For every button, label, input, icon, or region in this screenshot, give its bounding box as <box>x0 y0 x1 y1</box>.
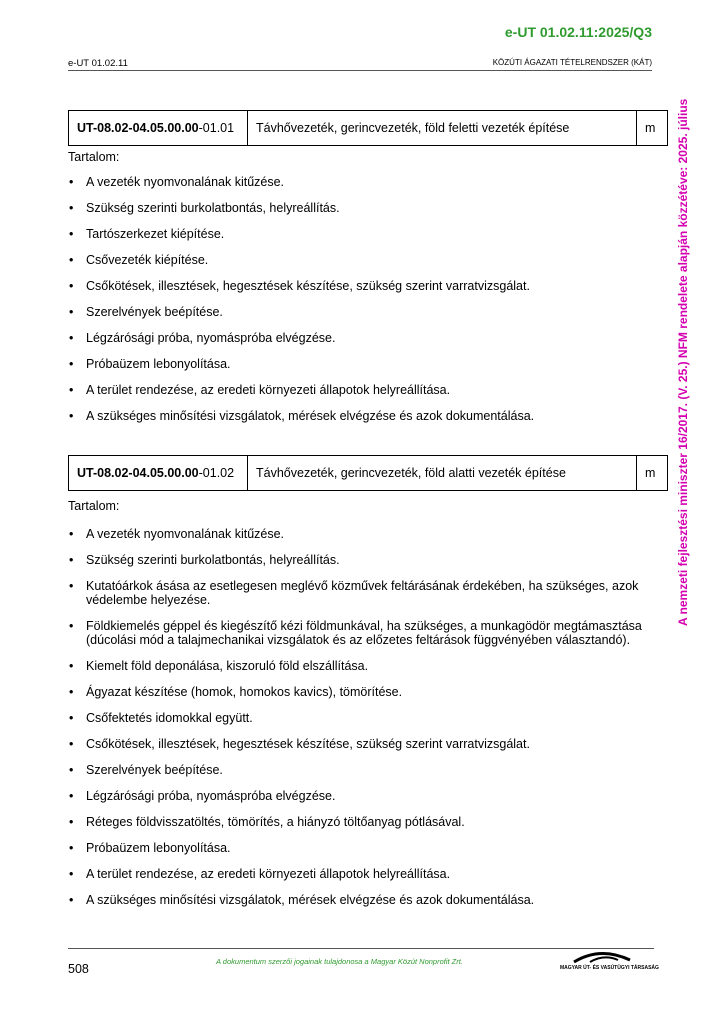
list-item: • Földkiemelés géppel és kiegészítő kézi földmunkával, ha szükséges, a munkagödör megtámasztása (dúcolási mód a talajmechanikai vizsgálatok és az előzetes feltárások függvényében választandó). <box>68 619 658 647</box>
list-item: • Csővezeték kiépítése. <box>68 253 658 267</box>
list-item: • A terület rendezése, az eredeti környezeti állapotok helyreállítása. <box>68 867 658 881</box>
list-item: • Kiemelt föld deponálása, kiszoruló föld elszállítása. <box>68 659 658 673</box>
list-item: • Légzárósági próba, nyomáspróba elvégzése. <box>68 331 658 345</box>
list-item: • A terület rendezése, az eredeti környezeti állapotok helyreállítása. <box>68 383 658 397</box>
list-item: • Réteges földvisszatöltés, tömörítés, a hiányzó töltőanyag pótlásával. <box>68 815 658 829</box>
item-code-main: UT-08.02-04.05.00.00 <box>77 121 199 135</box>
list-item: • Próbaüzem lebonyolítása. <box>68 357 658 371</box>
header-rule <box>68 70 652 71</box>
list-item: • Szerelvények beépítése. <box>68 305 658 319</box>
item-unit: m <box>637 111 668 146</box>
copyright-note: A dokumentum szerzői jogainak tulajdonosa a Magyar Közút Nonprofit Zrt. <box>216 957 463 966</box>
item-title: Távhővezeték, gerincvezeték, föld alatti vezeték építése <box>248 456 637 491</box>
list-item: • Kutatóárkok ásása az esetlegesen meglévő közművek feltárásának érdekében, ha szükséges, azok védelembe helyezése. <box>68 579 658 607</box>
item-table-2 <box>68 455 668 491</box>
item-code <box>69 111 248 146</box>
content-label: Tartalom: <box>68 150 120 164</box>
item-code <box>69 456 248 491</box>
item-code-main: UT-08.02-04.05.00.00 <box>77 466 199 480</box>
side-note: A nemzeti fejlesztési miniszter 16/2017. (V. 25.) NFM rendelete alapján közzétéve: 2025. július <box>676 98 690 626</box>
list-item: • Próbaüzem lebonyolítása. <box>68 841 658 855</box>
item-code-suffix: -01.02 <box>198 466 235 480</box>
list-item: • A vezeték nyomvonalának kitűzése. <box>68 175 658 189</box>
header-right: KÖZÚTI ÁGAZATI TÉTELRENDSZER (KÁT) <box>492 58 652 67</box>
list-item: • Légzárósági próba, nyomáspróba elvégzése. <box>68 789 658 803</box>
item-title: Távhővezeték, gerincvezeték, föld feletti vezeték építése <box>248 111 637 146</box>
list-item: • Szükség szerinti burkolatbontás, helyreállítás. <box>68 553 658 567</box>
bullet-list-1 <box>68 175 658 435</box>
list-item: • Szükség szerinti burkolatbontás, helyreállítás. <box>68 201 658 215</box>
item-code-suffix: -01.01 <box>198 121 235 135</box>
item-table-1 <box>68 110 668 146</box>
list-item: • Szerelvények beépítése. <box>68 763 658 777</box>
logo-text: MAGYAR ÚT- ÉS VASÚTÜGYI TÁRSASÁG <box>560 965 659 971</box>
content-label: Tartalom: <box>68 499 120 513</box>
list-item: • Tartószerkezet kiépítése. <box>68 227 658 241</box>
list-item: • Csőkötések, illesztések, hegesztések készítése, szükség szerint varratvizsgálat. <box>68 279 658 293</box>
list-item: • Csőfektetés idomokkal együtt. <box>68 711 658 725</box>
list-item: • A vezeték nyomvonalának kitűzése. <box>68 527 658 541</box>
list-item: • A szükséges minősítési vizsgálatok, mérések elvégzése és azok dokumentálása. <box>68 893 658 907</box>
item-unit: m <box>637 456 668 491</box>
page-number: 508 <box>68 962 89 976</box>
header-left: e-UT 01.02.11 <box>68 58 128 69</box>
list-item: • Ágyazat készítése (homok, homokos kavics), tömörítése. <box>68 685 658 699</box>
bullet-list-2 <box>68 527 658 919</box>
list-item: • A szükséges minősítési vizsgálatok, mérések elvégzése és azok dokumentálása. <box>68 409 658 423</box>
list-item: • Csőkötések, illesztések, hegesztések készítése, szükség szerint varratvizsgálat. <box>68 737 658 751</box>
doc-code: e-UT 01.02.11:2025/Q3 <box>504 24 652 40</box>
